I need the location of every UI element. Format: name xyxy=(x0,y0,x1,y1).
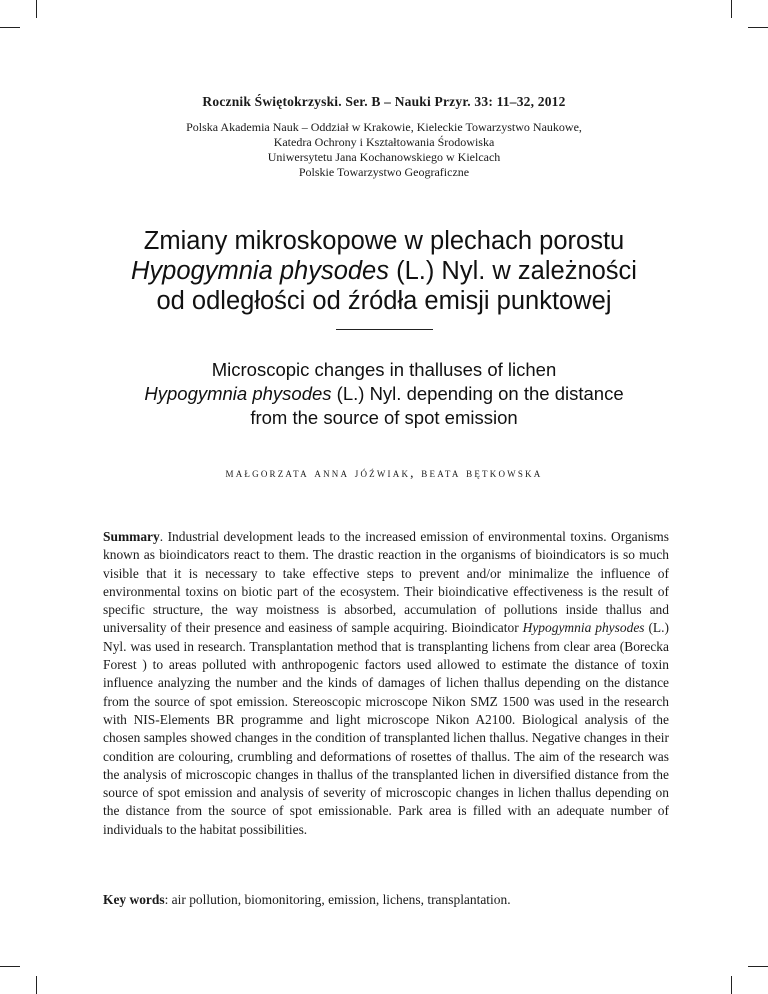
title-polish-text: (L.) Nyl. w zależności xyxy=(389,257,637,285)
crop-mark xyxy=(748,966,768,967)
crop-mark xyxy=(731,0,732,18)
title-polish-line xyxy=(0,256,768,286)
title-polish xyxy=(0,226,768,316)
affiliation-line: Polska Akademia Nauk – Oddział w Krakowie, Kieleckie Towarzystwo Naukowe, xyxy=(186,120,582,134)
keywords-label: Key words xyxy=(103,892,165,907)
keywords-text: : air pollution, biomonitoring, emission, lichens, transplantation. xyxy=(164,892,511,907)
author-names: małgorzata anna jóźwiak, beata bętkowska xyxy=(225,465,543,480)
crop-mark xyxy=(731,976,732,994)
journal-citation: Rocznik Świętokrzyski. Ser. B – Nauki Przyr. 33: 11–32, 2012 xyxy=(202,94,566,109)
summary-text: . Industrial development leads to the increased emission of environmental toxins. Organisms known as bioindicators react to them. The drastic reaction in the organisms of bioindicators is so much visible that it is necessary to take effective steps to prevent and/or minimalize the influence of environmental toxins on biotic part of the ecosystem. Their bioindicative effectiveness is the result of specific structure, the way moistness is absorbed, accumulation of pollutions inside thallus and universality of their presence and easiness of sample acquiring. Bioindicator xyxy=(103,529,669,636)
crop-mark xyxy=(36,976,37,994)
keywords-paragraph xyxy=(103,891,669,909)
title-english xyxy=(0,358,768,430)
title-english-line xyxy=(0,382,768,406)
crop-mark xyxy=(0,27,20,28)
summary-text: (L.) Nyl. was used in research. Transplantation method that is transplanting lichens from clear area (Borecka Forest ) to areas polluted with anthropogenic factors used allowed to estimate the distance of toxin influence analyzing the number and the kinds of damages of lichen thallus depending on the distance from the source of spot emission. Stereoscopic microscope Nikon SMZ 1500 was used in the research with NIS-Elements BR programme and light microscope Nikon A2100. Biological analysis of the chosen samples showed changes in the condition of transplanted lichen thallus. Negative changes in their condition are colouring, crumbling and deformations of rosettes of thallus. The aim of the research was the analysis of microscopic changes in thallus of the transplanted lichen in diversified distance from the source of spot emission and analysis of severity of microscopic changes in lichen thallus depending on the distance from the source of spot emissionable. Park area is filled with an adequate number of individuals to the habitat possibilities. xyxy=(103,620,669,837)
title-divider xyxy=(336,329,433,330)
title-polish-line: od odległości od źródła emisji punktowej xyxy=(156,287,612,315)
title-english-line: from the source of spot emission xyxy=(250,407,518,428)
species-name: Hypogymnia physodes xyxy=(131,257,389,285)
crop-mark xyxy=(748,27,768,28)
summary-paragraph xyxy=(103,528,669,839)
crop-mark xyxy=(36,0,37,18)
affiliation-line: Uniwersytetu Jana Kochanowskiego w Kielcach xyxy=(267,150,501,164)
crop-mark xyxy=(0,966,20,967)
title-english-line: Microscopic changes in thalluses of lichen xyxy=(211,359,557,380)
species-name: Hypogymnia physodes xyxy=(144,383,332,404)
summary-label: Summary xyxy=(103,529,160,544)
affiliation-line: Polskie Towarzystwo Geograficzne xyxy=(298,165,470,179)
species-name: Hypogymnia physodes xyxy=(522,620,645,636)
affiliations xyxy=(0,120,768,180)
title-polish-line: Zmiany mikroskopowe w plechach porostu xyxy=(143,227,625,255)
title-english-text: (L.) Nyl. depending on the distance xyxy=(331,383,624,404)
affiliation-line: Katedra Ochrony i Kształtowania Środowiska xyxy=(273,135,495,149)
authors xyxy=(0,465,768,481)
